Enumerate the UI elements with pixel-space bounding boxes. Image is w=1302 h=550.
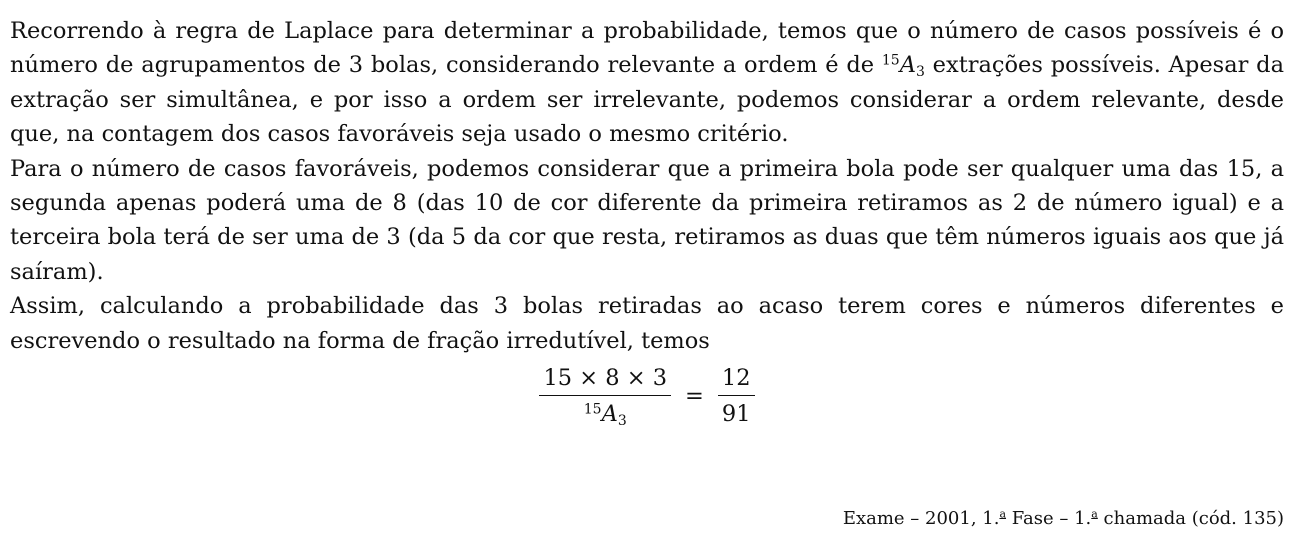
left-numerator: 15 × 8 × 3 bbox=[539, 364, 671, 396]
denominator-subscript: 3 bbox=[617, 412, 627, 429]
right-fraction bbox=[718, 364, 755, 428]
ordinal-indicator: a bbox=[1091, 507, 1098, 521]
right-denominator: 91 bbox=[721, 401, 751, 428]
ordinal-indicator: a bbox=[999, 507, 1007, 521]
exam-source-citation bbox=[843, 506, 1284, 532]
paragraph-favorable-cases: Para o número de casos favoráveis, podemos considerar que a primeira bola pode ser qualquer uma das 15, a segunda apenas poderá uma de 8 (das 10 de cor diferente da primeira retiramos as 2 de número igual) e a terceira bola terá de ser uma de 3 (da 5 da cor que resta, retiramos as duas que têm números iguais aos que já saíram). bbox=[10, 155, 1284, 285]
document-body bbox=[10, 14, 1284, 432]
paragraph-laplace bbox=[10, 14, 1284, 152]
arrangement-subscript: 3 bbox=[915, 64, 925, 81]
source-text: Exame – 2001, 1. bbox=[842, 508, 1000, 529]
left-denominator bbox=[580, 396, 631, 428]
arrangement-superscript: 15 bbox=[881, 52, 900, 69]
denominator-symbol: A bbox=[601, 401, 618, 428]
source-text: chamada (cód. 135) bbox=[1097, 508, 1284, 529]
source-text: Fase – 1. bbox=[1006, 508, 1092, 529]
paragraph-text: Recorrendo à regra de Laplace para determinar a probabilidade, temos que o número de casos possíveis é o número de agrupamentos de 3 bolas, considerando relevante a ordem é de bbox=[10, 18, 1284, 79]
left-fraction bbox=[539, 364, 671, 428]
arrangement-symbol: A bbox=[899, 52, 916, 79]
probability-equation bbox=[10, 360, 1284, 432]
paragraph-conclusion: Assim, calculando a probabilidade das 3 bolas retiradas ao acaso terem cores e números diferentes e escrevendo o resultado na forma de fração irredutível, temos bbox=[10, 293, 1284, 354]
equals-sign: = bbox=[685, 383, 704, 410]
paragraph-text: extrações possíveis. Apesar da extração ser simultânea, e por isso a ordem ser irrelevante, podemos considerar a ordem relevante, desde que, na contagem dos casos favoráveis seja usado o mesmo critério. bbox=[10, 52, 1284, 148]
right-numerator: 12 bbox=[718, 364, 755, 396]
denominator-superscript: 15 bbox=[583, 401, 602, 418]
